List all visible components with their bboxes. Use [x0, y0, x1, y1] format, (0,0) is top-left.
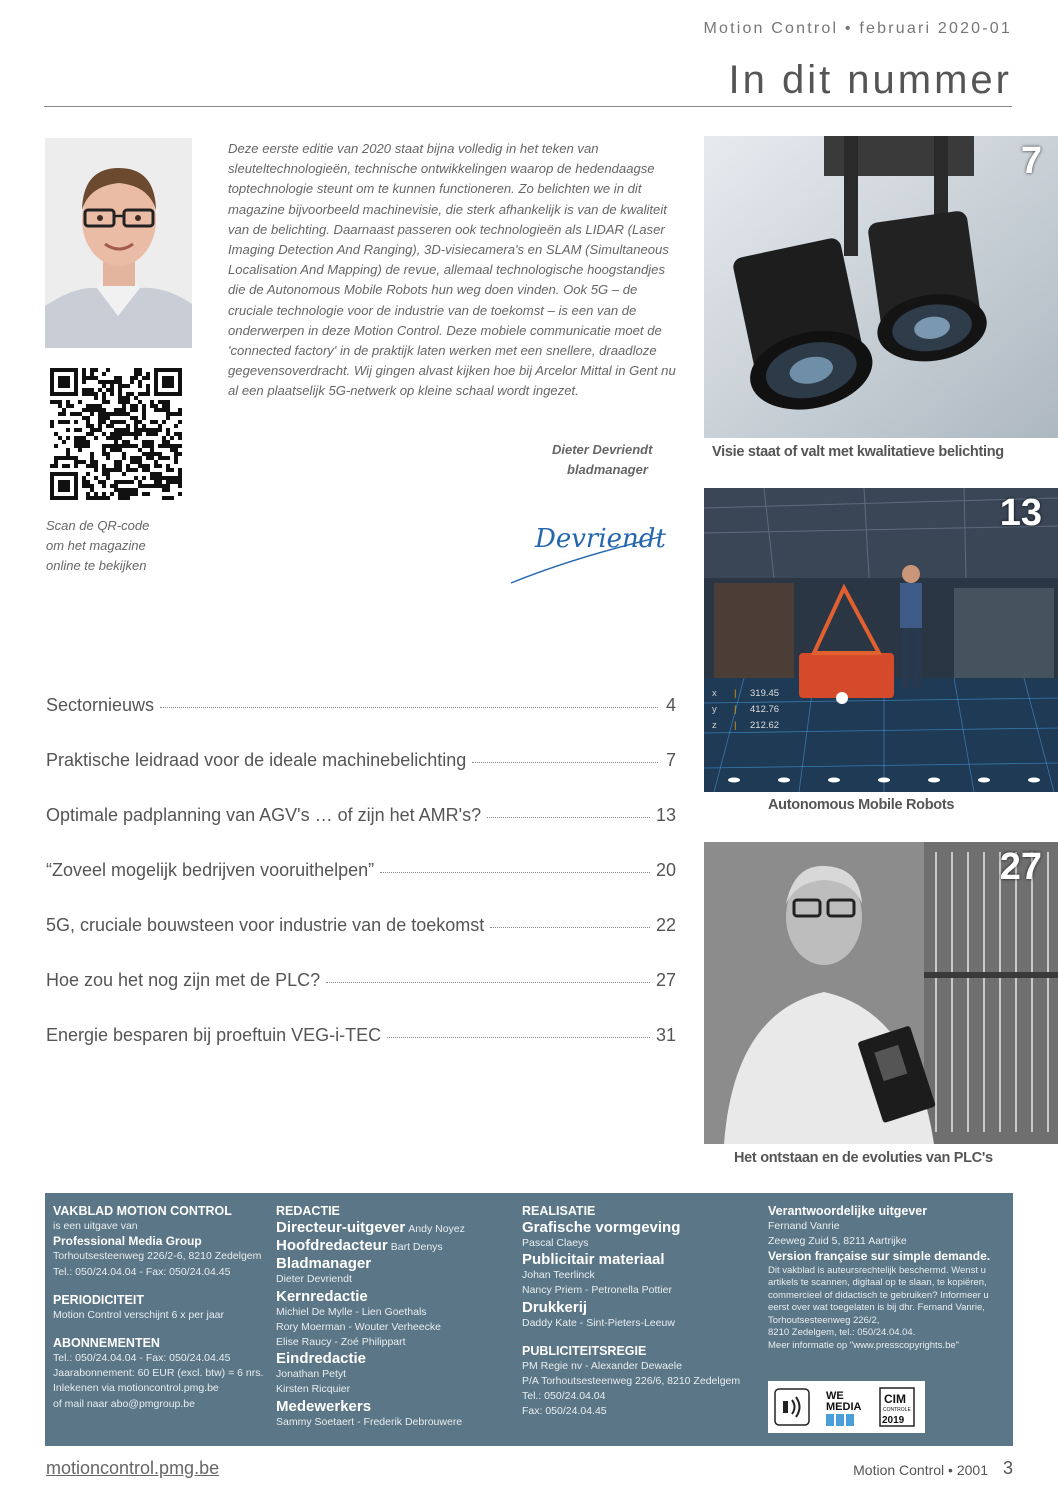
toc-leader [380, 872, 650, 873]
website-link[interactable]: motioncontrol.pmg.be [46, 1458, 220, 1478]
colophon-line: Zeeweg Zuid 5, 8211 Aartrijke [768, 1235, 907, 1248]
we-media-logo-text: MEDIA [826, 1401, 862, 1413]
editor-signature [505, 505, 670, 587]
toc-item[interactable] [46, 695, 676, 721]
feature-caption: Het ontstaan en de evoluties van PLC's [734, 1150, 993, 1166]
colophon-editorial [276, 1203, 511, 1430]
colophon-line: Bart Denys [390, 1241, 443, 1254]
toc-title: Sectornieuws [46, 695, 155, 715]
colophon-line: Sammy Soetaert - Frederik Debrouwere [276, 1415, 463, 1428]
editor-name: Dieter Devriendt [552, 442, 653, 457]
colophon-line: Dieter Devriendt [276, 1273, 352, 1286]
colophon-line: Torhoutsesteenweg 226/2-6, 8210 Zedelgem [53, 1250, 262, 1263]
colophon-line: P/A Torhoutsesteenweg 226/6, 8210 Zedelgem [522, 1375, 741, 1388]
colophon-line: Andy Noyez [408, 1223, 465, 1235]
colophon-line: Rory Moerman - Wouter Verheecke [276, 1320, 441, 1333]
colophon-line: Fax: 050/24.04.45 [522, 1405, 607, 1418]
cim-logo-text: CIM [884, 1392, 906, 1406]
colophon-line: Elise Raucy - Zoé Philippart [276, 1336, 406, 1349]
hud-axis: x [712, 688, 717, 699]
toc-item[interactable] [46, 750, 676, 776]
colophon-role: Grafische vormgeving [522, 1219, 681, 1236]
colophon-line: is een uitgave van [53, 1220, 138, 1232]
colophon-role: Hoofdredacteur [276, 1237, 388, 1255]
colophon-line: Jaarabonnement: 60 EUR (excl. btw) = 6 nrs. [53, 1367, 264, 1380]
toc-page: 27 [655, 970, 676, 990]
qr-caption-line: om het magazine [46, 538, 146, 553]
hud-value: 212.62 [750, 720, 780, 731]
colophon-line: Kirsten Ricquier [276, 1383, 351, 1396]
toc-item[interactable] [46, 970, 676, 996]
page-title: In dit nummer [728, 58, 1012, 102]
colophon-line: Inlekenen via motioncontrol.pmg.be [53, 1382, 219, 1395]
feature-image-cameras[interactable] [704, 136, 1058, 438]
toc-item[interactable] [46, 860, 676, 886]
hud-axis: z [712, 720, 717, 731]
colophon-line: Professional Media Group [53, 1234, 202, 1249]
colophon-heading: REALISATIE [522, 1204, 596, 1218]
colophon-line: Meer informatie op "www.presscopyrights.be" [768, 1339, 960, 1351]
copyright-logo-icon [775, 1389, 809, 1425]
toc-leader [326, 982, 650, 983]
colophon-heading: PUBLICITEITSREGIE [522, 1343, 647, 1358]
colophon-line: 8210 Zedelgem, tel.: 050/24.04.04. [768, 1327, 916, 1339]
feature-image-amr[interactable] [704, 488, 1058, 792]
editor-portrait [45, 138, 192, 348]
toc-title: 5G, cruciale bouwsteen voor industrie van de toekomst [46, 915, 485, 935]
colophon-line: Johan Teerlinck [522, 1269, 595, 1282]
intro-text: Deze eerste editie van 2020 staat bijna volledig in het teken van sleuteltechnologieën, technische ontwikkelingen waarop de hedendaagse toptechnologie steunt om te kunnen functioneren. Zo belichten we in dit magazine bijvoorbeeld machinevisie, die sterk afhankelijk is van de kwaliteit van de belichting. Daarnaast passeren ook technologieën als LIDAR (Laser Imaging Detection And Ranging), 3D-visiecamera's en SLAM (Simultaneous Localisation And Mapping) de revue, allemaal technologische hoogstandjes die de Autonomous Mobile Robots hun weg doen vinden. Ook 5G – de cruciale technologie voor de industrie van de toekomst – is een van de onderwerpen in deze Motion Control. Deze mobiele communicatie moet de 'connected factory' in de praktijk laten werken met een snellere, draadloze gegevensoverdracht. Wij gingen alvast kijken hoe bij Arcelor Mittal in Gent nu al een plaatselijk 5G-netwerk op kleine schaal wordt ingezet. [228, 141, 676, 399]
colophon-line: Jonathan Petyt [276, 1368, 347, 1381]
cim-logo-year: 2019 [882, 1415, 905, 1426]
colophon-line: Tel.: 050/24.04.04 - Fax: 050/24.04.45 [53, 1352, 231, 1365]
colophon-line: Motion Control verschijnt 6 x per jaar [53, 1308, 224, 1321]
colophon-line: of mail naar abo@pmgroup.be [53, 1397, 195, 1410]
colophon-role: Drukkerij [522, 1298, 588, 1316]
toc-title: Hoe zou het nog zijn met de PLC? [46, 970, 321, 990]
toc-leader [487, 817, 650, 818]
colophon-role: Directeur-uitgever [276, 1219, 406, 1236]
toc-title: “Zoveel mogelijk bedrijven vooruithelpen” [46, 860, 375, 880]
feature-page-number: 27 [999, 846, 1042, 888]
hud-value: 319.45 [750, 688, 780, 699]
feature-page-number: 7 [1020, 140, 1042, 182]
toc-page: 20 [655, 860, 676, 880]
qr-code[interactable] [50, 368, 182, 500]
colophon-line: PM Regie nv - Alexander Dewaele [522, 1359, 682, 1372]
coordinate-readout: x | 319.45 y | 412.76 z | 212.62 [712, 686, 779, 734]
colophon-line: Tel.: 050/24.04.04 - Fax: 050/24.04.45 [53, 1265, 231, 1278]
toc-leader [490, 927, 650, 928]
colophon-line: Daddy Kate - Sint-Pieters-Leeuw [522, 1316, 675, 1329]
colophon-role: Publicitair materiaal [522, 1251, 665, 1269]
feature-image-plc[interactable] [704, 842, 1058, 1144]
colophon-line: Fernand Vanrie [768, 1220, 840, 1232]
colophon-heading: VAKBLAD MOTION CONTROL [53, 1204, 232, 1218]
toc-title: Optimale padplanning van AGV's … of zijn het AMR's? [46, 805, 482, 825]
colophon-heading: Verantwoordelijke uitgever [768, 1204, 928, 1218]
toc-item[interactable] [46, 915, 676, 941]
toc-item[interactable] [46, 805, 676, 831]
colophon-heading: ABONNEMENTEN [53, 1336, 160, 1351]
signature-text: Devriendt [535, 524, 666, 554]
issue-line: Motion Control • februari 2020-01 [703, 20, 1012, 37]
colophon-line: Dit vakblad is auteursrechtelijk beschermd. Wenst u artikels te scannen, digitaal op te slaan, te kopiëren, commercieel of didactisch te gebruiken? Informeer u eerst over wat toegelaten is bij dhr. Fernand Vanrie, Torhoutsesteenweg 226/2, [768, 1264, 989, 1326]
toc-page: 7 [665, 750, 676, 770]
qr-caption-line: Scan de QR-code [46, 518, 150, 533]
feature-page-number: 13 [999, 492, 1042, 534]
editor-role: bladmanager [567, 462, 648, 477]
colophon-role: Kernredactie [276, 1287, 368, 1305]
feature-caption: Visie staat of valt met kwalitatieve belichting [712, 444, 1004, 460]
colophon-heading: PERIODICITEIT [53, 1292, 144, 1307]
toc-page: 4 [665, 695, 676, 715]
colophon-role: Bladmanager [276, 1255, 372, 1273]
colophon-role: Medewerkers [276, 1397, 372, 1415]
colophon-role: Eindredactie [276, 1350, 367, 1368]
colophon-publisher [53, 1203, 268, 1412]
colophon-line: Version française sur simple demande. [768, 1249, 991, 1264]
title-divider [44, 106, 1012, 107]
hud-axis: y [712, 704, 717, 715]
toc-page: 31 [655, 1025, 676, 1045]
we-media-logo-text: WE [826, 1390, 844, 1402]
qr-caption-line: online te bekijken [46, 558, 147, 573]
toc-title: Energie besparen bij proeftuin VEG-i-TEC [46, 1025, 382, 1045]
qr-caption [46, 516, 216, 576]
cim-logo-subtext: CONTROLE [883, 1407, 911, 1413]
colophon-line: Tel.: 050/24.04.04 [522, 1390, 606, 1403]
hud-value: 412.76 [750, 704, 780, 715]
toc-item[interactable] [46, 1025, 676, 1051]
toc-page: 22 [655, 915, 676, 935]
toc-leader [472, 762, 658, 763]
page-number: 3 [1002, 1458, 1013, 1478]
colophon-line: Michiel De Mylle - Lien Goethals [276, 1305, 427, 1318]
member-logos [768, 1381, 925, 1433]
toc-leader [160, 707, 658, 708]
feature-caption: Autonomous Mobile Robots [768, 797, 955, 813]
footer-magazine-issue: Motion Control • 2001 [853, 1462, 988, 1478]
colophon-responsible-publisher [768, 1203, 1008, 1352]
colophon [45, 1193, 1013, 1446]
toc-title: Praktische leidraad voor de ideale machinebelichting [46, 750, 467, 770]
colophon-heading: REDACTIE [276, 1204, 340, 1218]
colophon-line: Nancy Priem - Petronella Pottier [522, 1284, 672, 1297]
colophon-production [522, 1203, 762, 1420]
colophon-line: Pascal Claeys [522, 1237, 589, 1249]
toc-page: 13 [655, 805, 676, 825]
toc-leader [387, 1037, 650, 1038]
